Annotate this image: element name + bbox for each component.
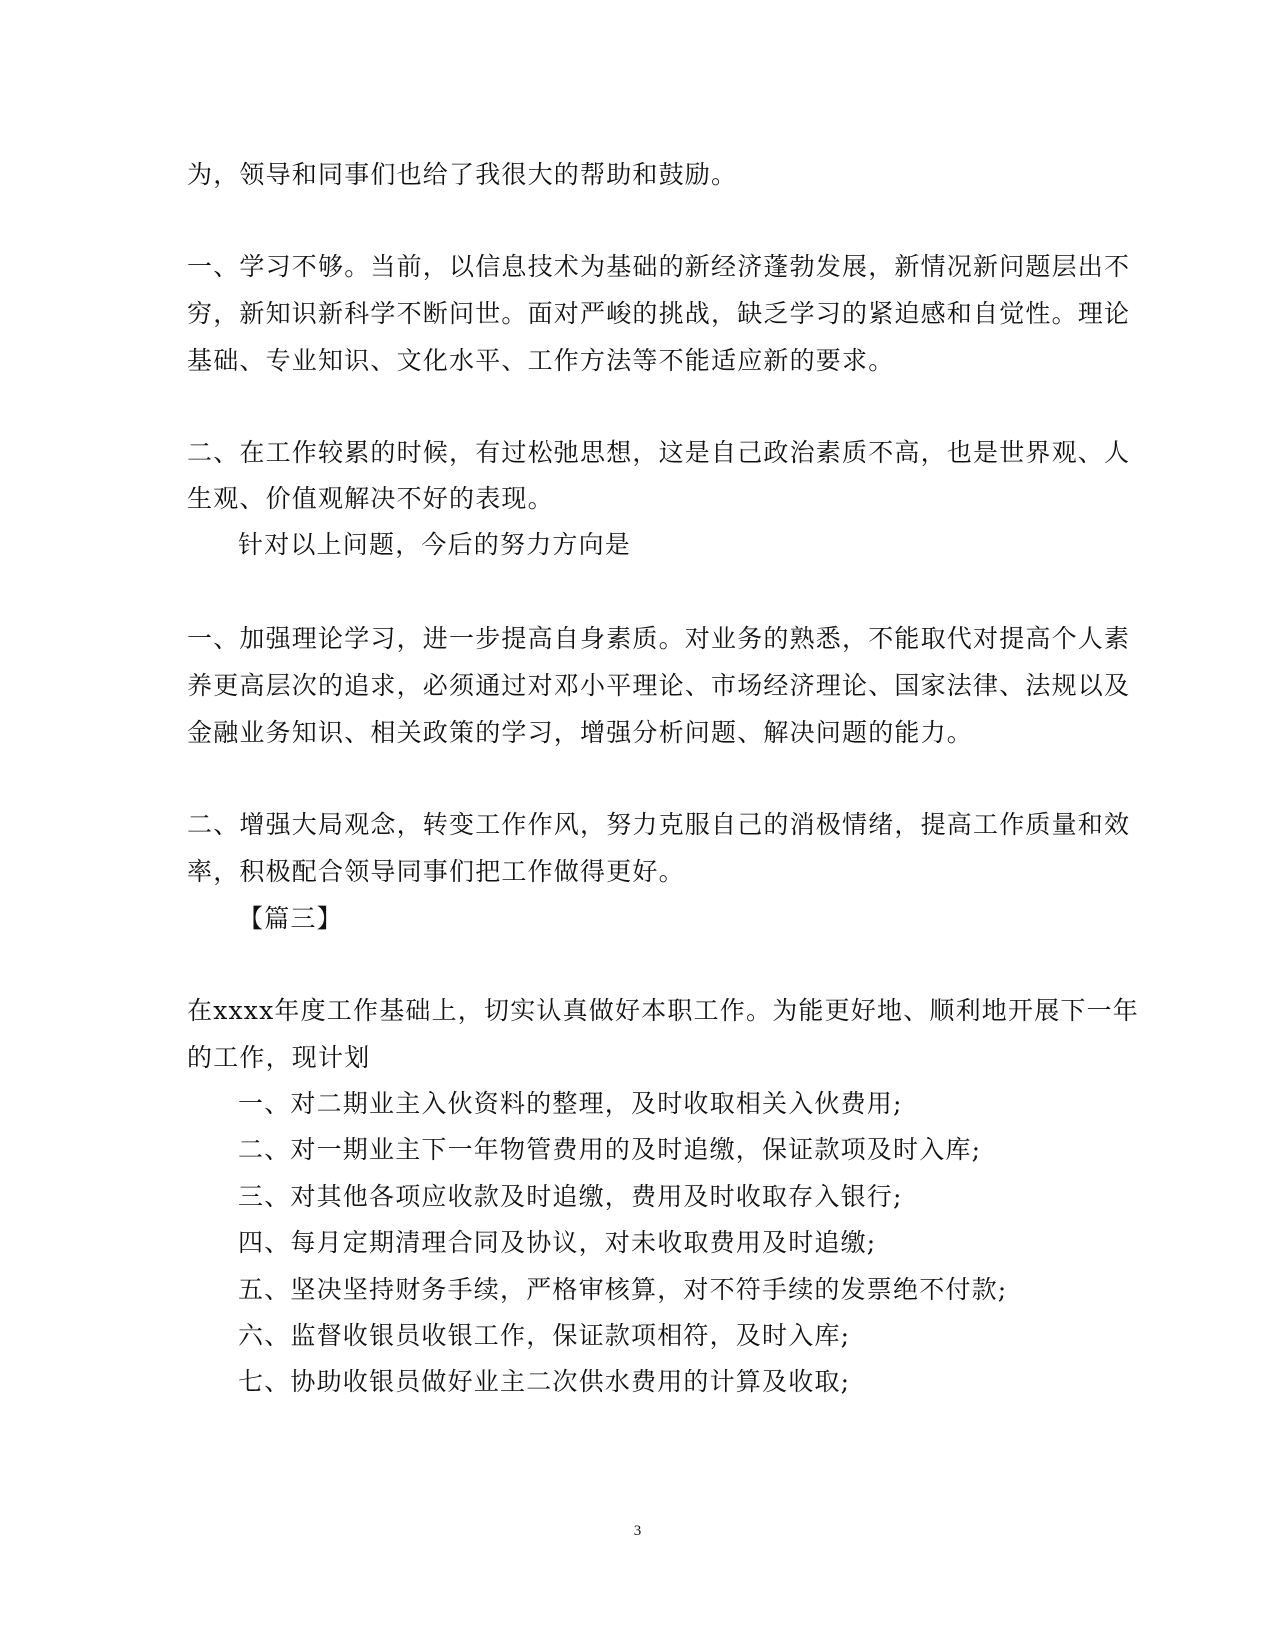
list-item: 二、对一期业主下一年物管费用的及时追缴，保证款项及时入库;	[238, 1135, 982, 1164]
text-line: 率，积极配合领导同事们把工作做得更好。	[187, 857, 685, 886]
text-line: 一、学习不够。当前，以信息技术为基础的新经济蓬勃发展，新情况新问题层出不	[187, 252, 1131, 281]
section-heading: 【篇三】	[238, 904, 343, 933]
list-item: 三、对其他各项应收款及时追缴，费用及时收取存入银行;	[238, 1182, 903, 1211]
text-line: 一、加强理论学习，进一步提高自身素质。对业务的熟悉，不能取代对提高个人素	[187, 624, 1131, 653]
text-line: 穷，新知识新科学不断问世。面对严峻的挑战，缺乏学习的紧迫感和自觉性。理论	[187, 299, 1131, 328]
text-line: 二、在工作较累的时候，有过松弛思想，这是自己政治素质不高，也是世界观、人	[187, 438, 1131, 467]
text-line: 基础、专业知识、文化水平、工作方法等不能适应新的要求。	[187, 346, 895, 375]
text-line: 为，领导和同事们也给了我很大的帮助和鼓励。	[187, 160, 738, 189]
list-item: 七、协助收银员做好业主二次供水费用的计算及收取;	[238, 1367, 851, 1396]
text-line: 养更高层次的追求，必须通过对邓小平理论、市场经济理论、国家法律、法规以及	[187, 671, 1131, 700]
page-number: 3	[633, 1523, 642, 1539]
list-item: 五、坚决坚持财务手续，严格审核算，对不符手续的发票绝不付款;	[238, 1275, 1008, 1304]
text-line: 在xxxx年度工作基础上，切实认真做好本职工作。为能更好地、顺利地开展下一年	[187, 996, 1139, 1025]
text-line: 的工作，现计划	[187, 1043, 371, 1072]
text-line: 生观、价值观解决不好的表现。	[187, 484, 554, 513]
list-item: 一、对二期业主入伙资料的整理，及时收取相关入伙费用;	[238, 1089, 903, 1118]
text-line: 针对以上问题，今后的努力方向是	[238, 530, 632, 559]
list-item: 四、每月定期清理合同及协议，对未收取费用及时追缴;	[238, 1228, 877, 1257]
list-item: 六、监督收银员收银工作，保证款项相符，及时入库;	[238, 1321, 851, 1350]
text-line: 二、增强大局观念，转变工作作风，努力克服自己的消极情绪，提高工作质量和效	[187, 810, 1131, 839]
text-line: 金融业务知识、相关政策的学习，增强分析问题、解决问题的能力。	[187, 718, 974, 747]
